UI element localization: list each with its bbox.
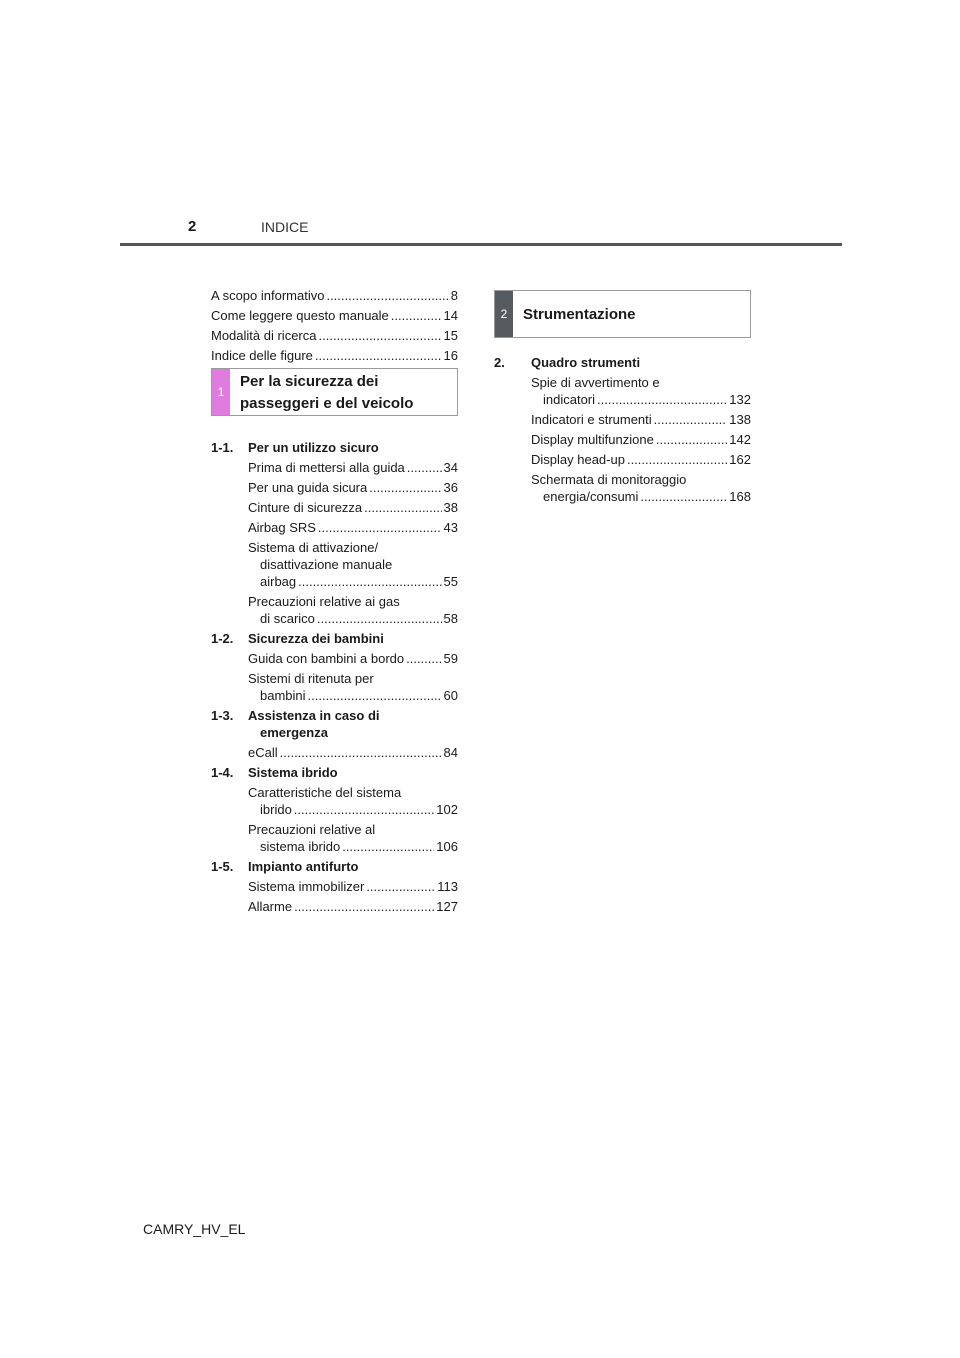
chapter-heading[interactable] [211,439,458,456]
entry-label-line: Sistema di attivazione/ [248,540,379,555]
left-column [211,287,458,918]
leader-dots [294,898,434,915]
toc-entry[interactable] [211,670,458,704]
chapter-title: Sicurezza dei bambini [248,631,384,646]
entry-label-line: Spie di avvertimento e [531,375,660,390]
chapter-title-continued: emergenza [260,725,328,740]
leader-dots [280,744,442,761]
page-ref: 55 [443,574,458,589]
section-2-chapters [494,354,751,505]
chapter-heading[interactable] [211,858,458,875]
entry-label: Airbag SRS [248,520,316,535]
section-title: Strumentazione [523,306,636,323]
right-column [494,290,751,508]
toc-entry[interactable] [211,650,458,667]
page-number: 2 [188,218,197,235]
toc-entry[interactable] [494,431,751,448]
section-number-badge: 2 [495,291,513,337]
toc-entry[interactable] [494,374,751,408]
front-matter-list [211,287,458,364]
toc-entry[interactable] [211,784,458,818]
page-ref: 34 [443,460,458,475]
leader-dots [656,431,727,448]
page-ref: 102 [436,802,458,817]
page-ref: 43 [443,520,458,535]
header-rule [120,243,842,246]
page-ref: 106 [436,839,458,854]
chapter-title: Impianto antifurto [248,859,359,874]
chapter-number: 1-3. [211,708,234,723]
page-ref: 113 [437,879,458,894]
chapter-heading[interactable] [211,707,458,741]
chapter-heading[interactable] [211,764,458,781]
page-ref: 162 [729,452,751,467]
entry-label: energia/consumi [543,489,639,504]
leader-dots [317,610,442,627]
toc-entry[interactable] [211,519,458,536]
toc-entry[interactable] [211,499,458,516]
chapter-title: Per un utilizzo sicuro [248,440,379,455]
toc-entry[interactable]: Come leggere questo manuale ..... 14 [211,307,458,324]
section-1-header [211,368,458,416]
toc-entry[interactable] [211,593,458,627]
leader-dots [407,459,442,476]
leader-dots [597,391,727,408]
toc-entry[interactable] [211,821,458,855]
entry-label: bambini [260,688,306,703]
header-title: INDICE [261,219,309,235]
page-ref: 127 [436,899,458,914]
entry-label: Guida con bambini a bordo [248,651,405,666]
chapter-title: Sistema ibrido [248,765,338,780]
section-title: Per la sicurezza dei passeggeri e del veicolo [240,373,414,412]
chapter-heading[interactable] [494,354,751,371]
chapter-heading[interactable] [211,630,458,647]
page-ref: 60 [443,688,458,703]
entry-label: Cinture di sicurezza [248,500,363,515]
entry-label: Allarme [248,899,293,914]
entry-label: ibrido [260,802,292,817]
toc-entry[interactable] [211,878,458,895]
entry-label: indicatori [543,392,596,407]
toc-entry[interactable] [494,451,751,468]
toc-entry[interactable] [494,411,751,428]
toc-entry[interactable]: A scopo informativo ..... 8 [211,287,458,304]
entry-label: eCall [248,745,278,760]
entry-label: Display multifunzione [531,432,654,447]
leader-dots [369,479,441,496]
toc-entry[interactable] [211,898,458,915]
page-ref: 58 [443,611,458,626]
page-ref: 132 [729,392,751,407]
entry-label: airbag [260,574,297,589]
page-ref: 168 [729,489,751,504]
chapter-number: 1-4. [211,765,234,780]
entry-label-line: Sistemi di ritenuta per [248,671,374,686]
entry-label: Indicatori e strumenti [531,412,652,427]
page-ref: 138 [729,412,751,427]
leader-dots [366,878,435,895]
leader-dots [364,499,441,516]
section-2-header [494,290,751,338]
page-ref: 84 [443,745,458,760]
leader-dots [294,801,435,818]
leader-dots [640,488,727,505]
leader-dots [627,451,727,468]
toc-entry[interactable]: Modalità di ricerca ..... 15 [211,327,458,344]
section-1-chapters [211,439,458,915]
leader-dots [342,838,434,855]
entry-label-line: Precauzioni relative ai gas [248,594,400,609]
leader-dots [406,650,441,667]
entry-label: Per una guida sicura [248,480,368,495]
toc-entry[interactable] [211,459,458,476]
chapter-title: Quadro strumenti [531,355,641,370]
chapter-number: 2. [494,355,505,370]
toc-entry[interactable] [211,479,458,496]
chapter-number: 1-5. [211,859,234,874]
entry-label: Sistema immobilizer [248,879,365,894]
page-ref: 38 [443,500,458,515]
chapter-number: 1-2. [211,631,234,646]
page-ref: 59 [443,651,458,666]
leader-dots [298,573,441,590]
leader-dots [308,687,442,704]
leader-dots [654,411,728,428]
entry-label: di scarico [260,611,315,626]
entry-label: Display head-up [531,452,625,467]
entry-label-line: Caratteristiche del sistema [248,785,402,800]
chapter-title: Assistenza in caso di [248,708,380,723]
toc-entry[interactable] [494,471,751,505]
footer-code: CAMRY_HV_EL [143,1221,246,1237]
page-ref: 36 [443,480,458,495]
chapter-number: 1-1. [211,440,234,455]
entry-label: Prima di mettersi alla guida [248,460,405,475]
page-ref: 142 [729,432,751,447]
section-number-badge: 1 [212,369,230,415]
entry-label: sistema ibrido [260,839,341,854]
entry-label-line: disattivazione manuale [260,557,393,572]
toc-entry[interactable] [211,744,458,761]
leader-dots [318,519,442,536]
entry-label-line: Precauzioni relative al [248,822,376,837]
entry-label-line: Schermata di monitoraggio [531,472,687,487]
toc-entry[interactable] [211,539,458,590]
toc-entry[interactable]: Indice delle figure ..... 16 [211,347,458,364]
